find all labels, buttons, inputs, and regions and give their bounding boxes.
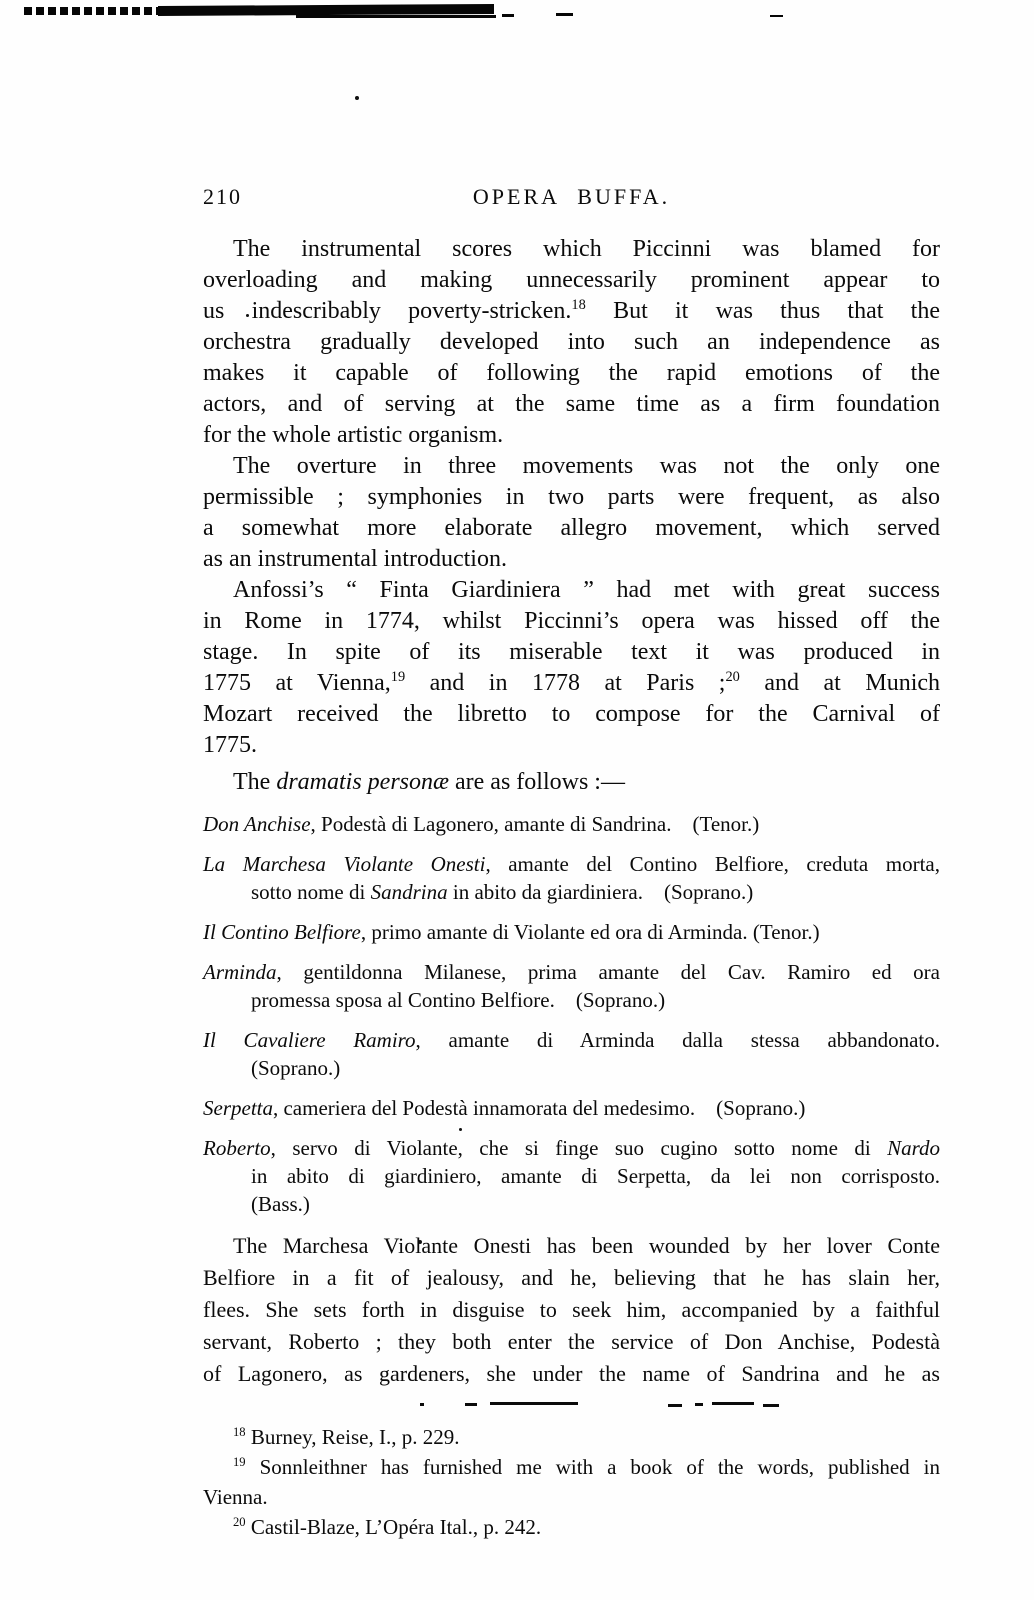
separator-fragment xyxy=(465,1403,477,1406)
italic-text: Don Anchise xyxy=(203,812,311,836)
separator-fragment xyxy=(490,1402,578,1405)
separator-fragment xyxy=(668,1404,682,1407)
footnote-ref: 19 xyxy=(233,1455,246,1469)
italic-text: Sandrina xyxy=(370,880,448,904)
text-line: for the whole artistic organism. xyxy=(203,422,504,448)
text-line: Roberto, servo di Violante, che si finge suo cugino sotto nome di Nardo xyxy=(203,1136,940,1160)
italic-text: dramatis personæ xyxy=(276,769,449,795)
text-line: $^{19}$ Sonnleithner has furnished me with a book of the words, published in xyxy=(233,1455,940,1479)
text-line: Arminda, gentildonna Milanese, prima amante del Cav. Ramiro ed ora xyxy=(203,960,940,984)
separator-fragment xyxy=(763,1404,779,1407)
cast-entry xyxy=(203,850,940,906)
footnote-ref: 20 xyxy=(725,669,740,685)
italic-text: Nardo xyxy=(887,1136,940,1160)
text-line: The overture in three movements was not the only one xyxy=(233,453,940,479)
text-line: The Marchesa Violante Onesti has been wounded by her lover Conte xyxy=(233,1233,940,1258)
text-line: servant, Roberto ; they both enter the service of Don Anchise, Podestà xyxy=(203,1329,940,1354)
text-line: in Rome in 1774, whilst Piccinni’s opera was hissed off the xyxy=(203,608,940,634)
cast-entry xyxy=(203,1026,940,1082)
text-line: Vienna. xyxy=(203,1485,268,1509)
text-line: (Bass.) xyxy=(251,1192,310,1216)
text-body xyxy=(203,234,940,1542)
text-line: stage. In spite of its miserable text it was produced in xyxy=(203,639,940,665)
footnote-ref: 19 xyxy=(390,669,406,685)
text-line: Anfossi’s “ Finta Giardiniera ” had met with great success xyxy=(233,577,940,603)
text-line: Serpetta, cameriera del Podestà innamorata del medesimo. (Soprano.) xyxy=(203,1096,806,1120)
text-line: promessa sposa al Contino Belfiore. (Soprano.) xyxy=(251,988,666,1012)
text-line: Il Contino Belfiore, primo amante di Violante ed ora di Arminda. (Tenor.) xyxy=(203,920,820,944)
cast-entry xyxy=(203,810,940,838)
text-line: $^{18}$ Burney, Reise, I., p. 229. xyxy=(233,1425,460,1449)
page-content xyxy=(203,0,940,1542)
italic-text: Serpetta xyxy=(203,1096,273,1120)
running-header: OPERA BUFFA. xyxy=(472,184,671,209)
italic-text: Il Contino Belfiore xyxy=(203,920,361,944)
cast-entry xyxy=(203,918,940,946)
text-line: 1775. xyxy=(203,732,257,758)
text-line: Don Anchise, Podestà di Lagonero, amante di Sandrina. (Tenor.) xyxy=(203,812,760,836)
italic-text: Roberto xyxy=(203,1136,271,1160)
text-line: La Marchesa Violante Onesti, amante del Contino Belfiore, creduta morta, xyxy=(203,852,940,876)
text-line: of Lagonero, as gardeners, she under the name of Sandrina and he as xyxy=(203,1361,940,1386)
paragraph xyxy=(203,234,940,451)
text-line: (Soprano.) xyxy=(251,1056,341,1080)
text-line: Belfiore in a fit of jealousy, and he, believing that he has slain her, xyxy=(203,1265,940,1290)
paragraph xyxy=(203,575,940,761)
footnote-ref: 18 xyxy=(571,297,586,313)
text-line: makes it capable of following the rapid emotions of the xyxy=(203,360,940,386)
cast-entry xyxy=(203,1094,940,1122)
italic-text: Arminda xyxy=(203,960,277,984)
separator-fragment xyxy=(695,1403,703,1406)
text-line: Il Cavaliere Ramiro, amante di Arminda dalla stessa abbandonato. xyxy=(203,1028,940,1052)
text-line: overloading and making unnecessarily prominent appear to xyxy=(203,267,940,293)
text-line: $^{20}$ Castil-Blaze, L’Opéra Ital., p. 242. xyxy=(233,1515,542,1539)
text-line: 1775 at Vienna,$^{19}$ and in 1778 at Paris ;$^{20}$ and at Munich xyxy=(203,669,941,696)
cast-entry xyxy=(203,1134,940,1218)
text-line: sotto nome di Sandrina in abito da giardiniera. (Soprano.) xyxy=(251,880,754,904)
text-line: us indescribably poverty-stricken.$^{18}$ But it was thus that the xyxy=(203,297,940,324)
footnote xyxy=(203,1452,940,1512)
footnote-ref: 20 xyxy=(233,1515,246,1529)
italic-text: La Marchesa Violante Onesti xyxy=(203,852,486,876)
page-number: 210 xyxy=(203,184,242,209)
paragraph xyxy=(203,451,940,575)
text-line: orchestra gradually developed into such an independence as xyxy=(203,329,940,355)
text-line: actors, and of serving at the same time as a firm foundation xyxy=(203,391,940,417)
page-header xyxy=(203,184,940,214)
scan-artifact-fragment xyxy=(24,7,166,15)
synopsis-paragraph xyxy=(203,1230,940,1390)
text-line: as an instrumental introduction. xyxy=(203,546,507,572)
footnote xyxy=(203,1512,940,1542)
cast-entry xyxy=(203,958,940,1014)
separator-fragment xyxy=(420,1403,424,1406)
italic-text: Il Cavaliere Ramiro xyxy=(203,1028,416,1052)
text-line: permissible ; symphonies in two parts were frequent, as also xyxy=(203,484,940,510)
text-line: The instrumental scores which Piccinni was blamed for xyxy=(233,236,940,262)
text-line: The dramatis personæ are as follows :— xyxy=(233,769,625,795)
text-line: a somewhat more elaborate allegro movement, which served xyxy=(203,515,940,541)
separator-fragment xyxy=(712,1402,754,1405)
text-line: Mozart received the libretto to compose for the Carnival of xyxy=(203,701,940,727)
footnote xyxy=(203,1422,940,1452)
text-line: in abito di giardiniero, amante di Serpetta, da lei non corrisposto. xyxy=(251,1164,940,1188)
dramatis-personae-intro xyxy=(203,767,940,798)
footnote-separator xyxy=(203,1402,940,1408)
footnote-ref: 18 xyxy=(233,1425,246,1439)
text-line: flees. She sets forth in disguise to seek him, accompanied by a faithful xyxy=(203,1297,940,1322)
